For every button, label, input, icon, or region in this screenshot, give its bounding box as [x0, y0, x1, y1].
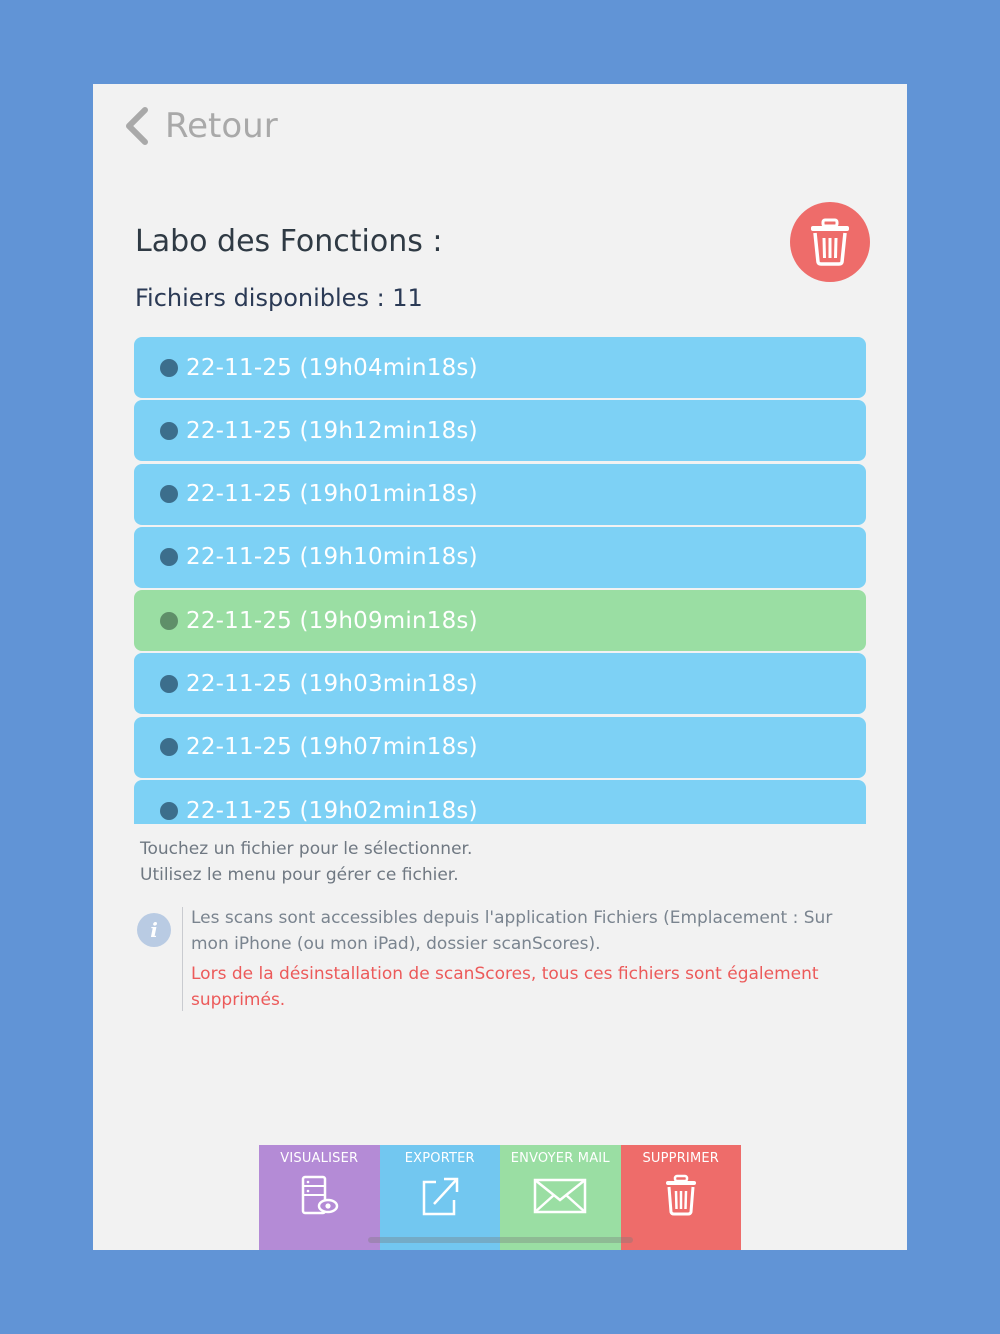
- file-dot-icon: [160, 485, 178, 503]
- back-label: Retour: [165, 106, 278, 146]
- info-main-text: Les scans sont accessibles depuis l'application Fichiers (Emplacement : Sur mon iPhone (ou mon iPad), dossier scanScores).: [191, 908, 833, 954]
- export-label: EXPORTER: [404, 1151, 475, 1166]
- files-count-label: Fichiers disponibles : 11: [135, 284, 423, 312]
- trash-icon: [664, 1174, 698, 1216]
- file-label: 22-11-25 (19h01min18s): [186, 481, 478, 508]
- file-label: 22-11-25 (19h10min18s): [186, 544, 478, 571]
- file-label: 22-11-25 (19h03min18s): [186, 670, 478, 697]
- chevron-left-icon: [123, 106, 151, 146]
- delete-button[interactable]: [621, 1145, 742, 1250]
- page-title: Labo des Fonctions :: [135, 224, 443, 259]
- file-dot-icon: [160, 675, 178, 693]
- file-row[interactable]: [134, 717, 866, 778]
- main-panel: [93, 84, 907, 1250]
- view-file-icon: [299, 1174, 339, 1218]
- file-dot-icon: [160, 802, 178, 820]
- trash-icon: [809, 218, 851, 266]
- send-mail-label: ENVOYER MAIL: [510, 1151, 610, 1166]
- back-button[interactable]: [123, 104, 278, 148]
- export-icon: [418, 1174, 462, 1218]
- file-label: 22-11-25 (19h02min18s): [186, 797, 478, 824]
- file-label: 22-11-25 (19h12min18s): [186, 417, 478, 444]
- info-icon: i: [137, 913, 171, 947]
- file-dot-icon: [160, 738, 178, 756]
- file-row[interactable]: [134, 400, 866, 461]
- info-warning-text: Lors de la désinstallation de scanScores, tous ces fichiers sont également supprimés.: [191, 964, 819, 1010]
- hint-line-1: Touchez un fichier pour le sélectionner.: [140, 839, 473, 859]
- view-label: VISUALISER: [280, 1151, 359, 1166]
- home-indicator[interactable]: [368, 1237, 633, 1243]
- file-row-selected[interactable]: [134, 590, 866, 651]
- file-row[interactable]: [134, 464, 866, 525]
- info-text: [191, 905, 851, 1013]
- file-label: 22-11-25 (19h07min18s): [186, 734, 478, 761]
- export-button[interactable]: [380, 1145, 501, 1250]
- file-row[interactable]: [134, 527, 866, 588]
- delete-label: SUPPRIMER: [642, 1151, 720, 1166]
- envelope-icon: [533, 1174, 587, 1218]
- usage-hint: [140, 836, 472, 888]
- send-mail-button[interactable]: [500, 1145, 621, 1250]
- file-dot-icon: [160, 612, 178, 630]
- view-button[interactable]: [259, 1145, 380, 1250]
- file-row[interactable]: [134, 653, 866, 714]
- file-label: 22-11-25 (19h04min18s): [186, 354, 478, 381]
- file-row[interactable]: [134, 780, 866, 824]
- action-bar: [259, 1145, 741, 1250]
- info-divider: [182, 907, 183, 1011]
- file-row[interactable]: [134, 337, 866, 398]
- file-label: 22-11-25 (19h09min18s): [186, 607, 478, 634]
- delete-all-button[interactable]: [790, 202, 870, 282]
- file-dot-icon: [160, 359, 178, 377]
- file-dot-icon: [160, 422, 178, 440]
- hint-line-2: Utilisez le menu pour gérer ce fichier.: [140, 865, 459, 885]
- file-dot-icon: [160, 548, 178, 566]
- file-list[interactable]: [134, 337, 866, 824]
